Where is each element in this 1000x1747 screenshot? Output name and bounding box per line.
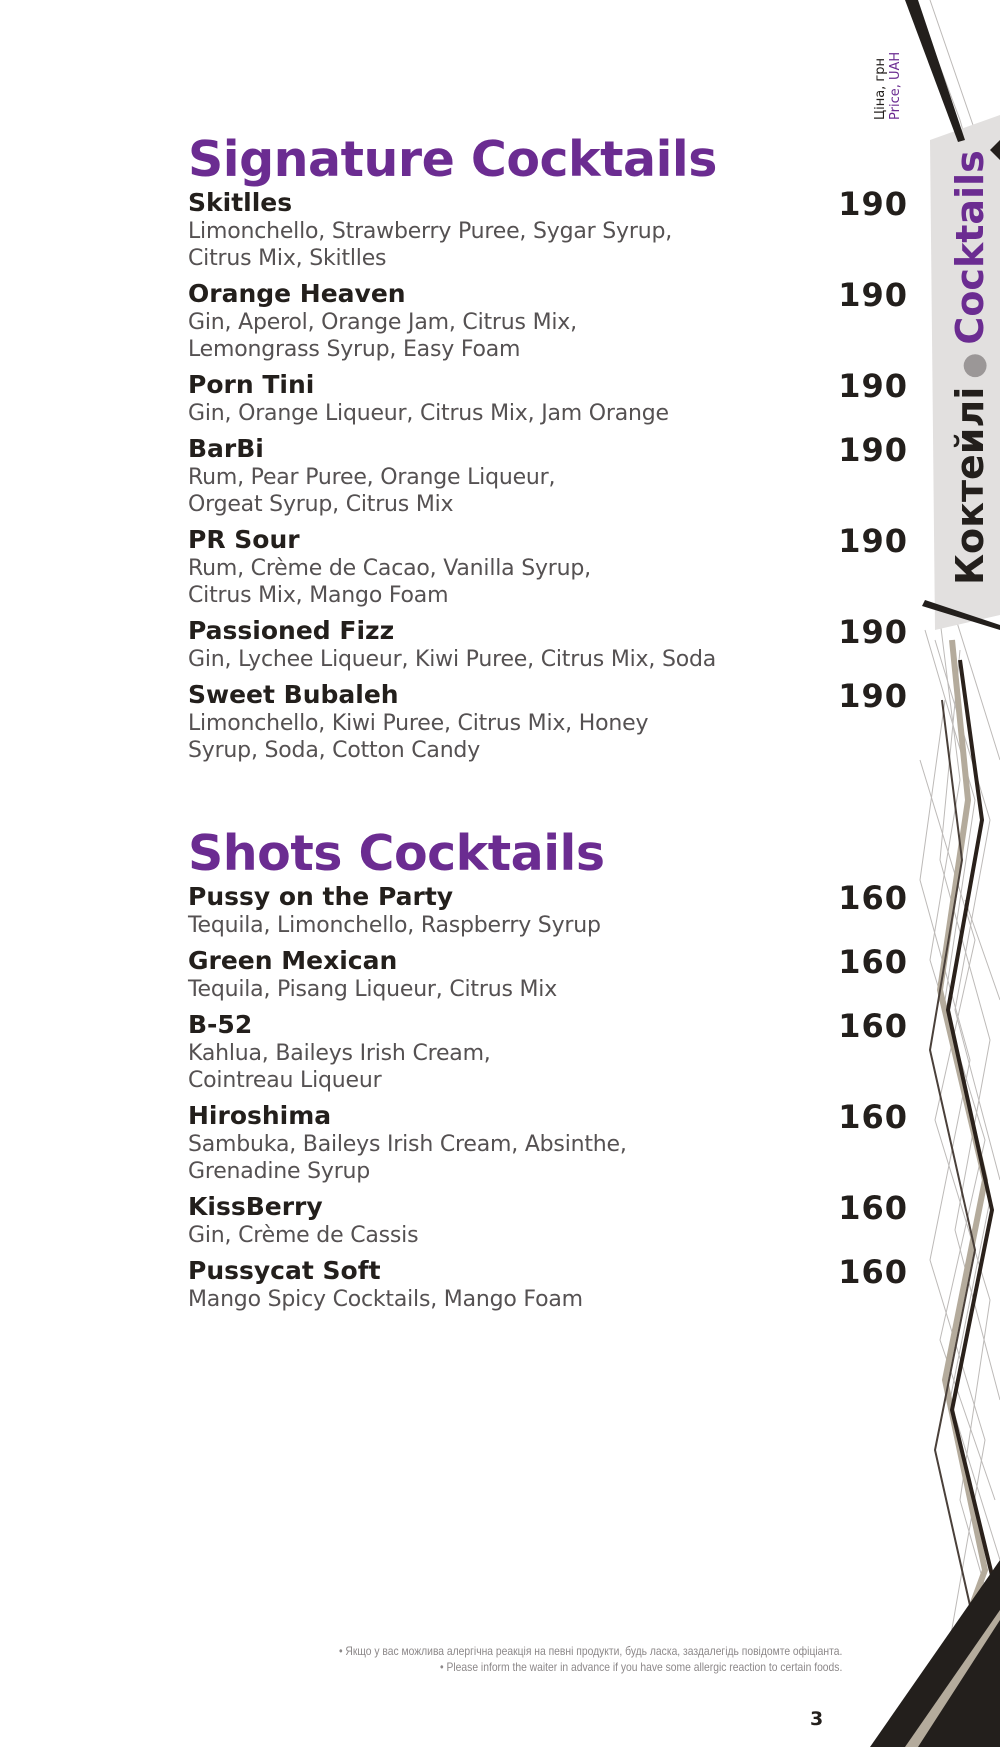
- item-name: BarBi: [188, 434, 264, 463]
- item-name: Skitlles: [188, 188, 293, 217]
- item-description: Gin, Lychee Liqueur, Kiwi Puree, Citrus Mix, Soda: [188, 647, 717, 672]
- separator-dot-icon: ●: [956, 352, 991, 379]
- menu-item: [188, 1007, 908, 1094]
- price-column-header: [873, 51, 943, 120]
- price-header-en: Price, UAH: [888, 51, 903, 120]
- item-description: Tequila, Pisang Liqueur, Citrus Mix: [188, 977, 558, 1002]
- item-description: Tequila, Limonchello, Raspberry Syrup: [188, 913, 601, 938]
- menu-item: [188, 879, 908, 939]
- item-price: 160: [838, 1098, 908, 1136]
- item-price: 190: [838, 522, 908, 560]
- item-name: Porn Tini: [188, 370, 315, 399]
- item-description: Citrus Mix, Mango Foam: [188, 583, 449, 608]
- item-description: Cointreau Liqueur: [188, 1068, 382, 1093]
- item-description: Limonchello, Kiwi Puree, Citrus Mix, Honey: [188, 711, 649, 736]
- item-description: Mango Spicy Cocktails, Mango Foam: [188, 1287, 583, 1312]
- footnote-en: • Please inform the waiter in advance if you have some allergic reaction to certain foods.: [439, 1660, 842, 1674]
- category-side-label: [948, 150, 996, 585]
- item-description: Kahlua, Baileys Irish Cream,: [188, 1041, 491, 1066]
- item-description: Gin, Aperol, Orange Jam, Citrus Mix,: [188, 310, 577, 335]
- price-header-ua: Ціна, грн: [873, 57, 888, 120]
- item-name: KissBerry: [188, 1192, 323, 1221]
- item-name: Sweet Bubaleh: [188, 680, 399, 709]
- menu-item: [188, 276, 908, 363]
- item-description: Lemongrass Syrup, Easy Foam: [188, 337, 521, 362]
- item-description: Gin, Orange Liqueur, Citrus Mix, Jam Orange: [188, 401, 669, 426]
- menu-item: [188, 677, 908, 764]
- item-name: Green Mexican: [188, 946, 398, 975]
- menu-item: [188, 1098, 908, 1185]
- item-description: Limonchello, Strawberry Puree, Sygar Syrup,: [188, 219, 673, 244]
- item-price: 160: [838, 1253, 908, 1291]
- item-name: Hiroshima: [188, 1101, 332, 1130]
- item-price: 160: [838, 1189, 908, 1227]
- section-shots-cocktails: [188, 826, 908, 1320]
- item-price: 190: [838, 677, 908, 715]
- menu-item: [188, 185, 908, 272]
- item-description: Orgeat Syrup, Citrus Mix: [188, 492, 454, 517]
- menu-item: [188, 431, 908, 518]
- menu-item: [188, 943, 908, 1003]
- item-description: Rum, Crème de Cacao, Vanilla Syrup,: [188, 556, 591, 581]
- item-price: 190: [838, 367, 908, 405]
- section-signature-cocktails: [188, 132, 908, 771]
- page-number: 3: [810, 1708, 824, 1730]
- item-description: Sambuka, Baileys Irish Cream, Absinthe,: [188, 1132, 627, 1157]
- item-name: Orange Heaven: [188, 279, 406, 308]
- footnote-ua: • Якщо у вас можлива алергічна реакція на певні продукти, будь ласка, заздалегідь повідомте офіціанта.: [338, 1644, 842, 1658]
- item-name: PR Sour: [188, 525, 300, 554]
- item-name: Pussycat Soft: [188, 1256, 381, 1285]
- item-name: B-52: [188, 1010, 253, 1039]
- menu-item: [188, 1253, 908, 1313]
- allergy-footnote: [339, 1643, 842, 1675]
- menu-item: [188, 367, 908, 427]
- menu-item: [188, 1189, 908, 1249]
- menu-item: [188, 522, 908, 609]
- item-name: Pussy on the Party: [188, 882, 454, 911]
- item-name: Passioned Fizz: [188, 616, 395, 645]
- item-price: 160: [838, 943, 908, 981]
- item-price: 160: [838, 1007, 908, 1045]
- item-price: 190: [838, 276, 908, 314]
- item-description: Rum, Pear Puree, Orange Liqueur,: [188, 465, 556, 490]
- section-title: Shots Cocktails: [188, 825, 605, 882]
- item-price: 190: [838, 185, 908, 223]
- item-description: Citrus Mix, Skitlles: [188, 246, 387, 271]
- item-price: 190: [838, 431, 908, 469]
- item-price: 190: [838, 613, 908, 651]
- category-label-ua: Коктейлі: [948, 386, 992, 585]
- item-description: Gin, Crème de Cassis: [188, 1223, 419, 1248]
- menu-item: [188, 613, 908, 673]
- item-price: 160: [838, 879, 908, 917]
- item-description: Syrup, Soda, Cotton Candy: [188, 738, 481, 763]
- category-label-en: Cocktails: [948, 150, 992, 345]
- section-title: Signature Cocktails: [188, 131, 717, 188]
- item-description: Grenadine Syrup: [188, 1159, 371, 1184]
